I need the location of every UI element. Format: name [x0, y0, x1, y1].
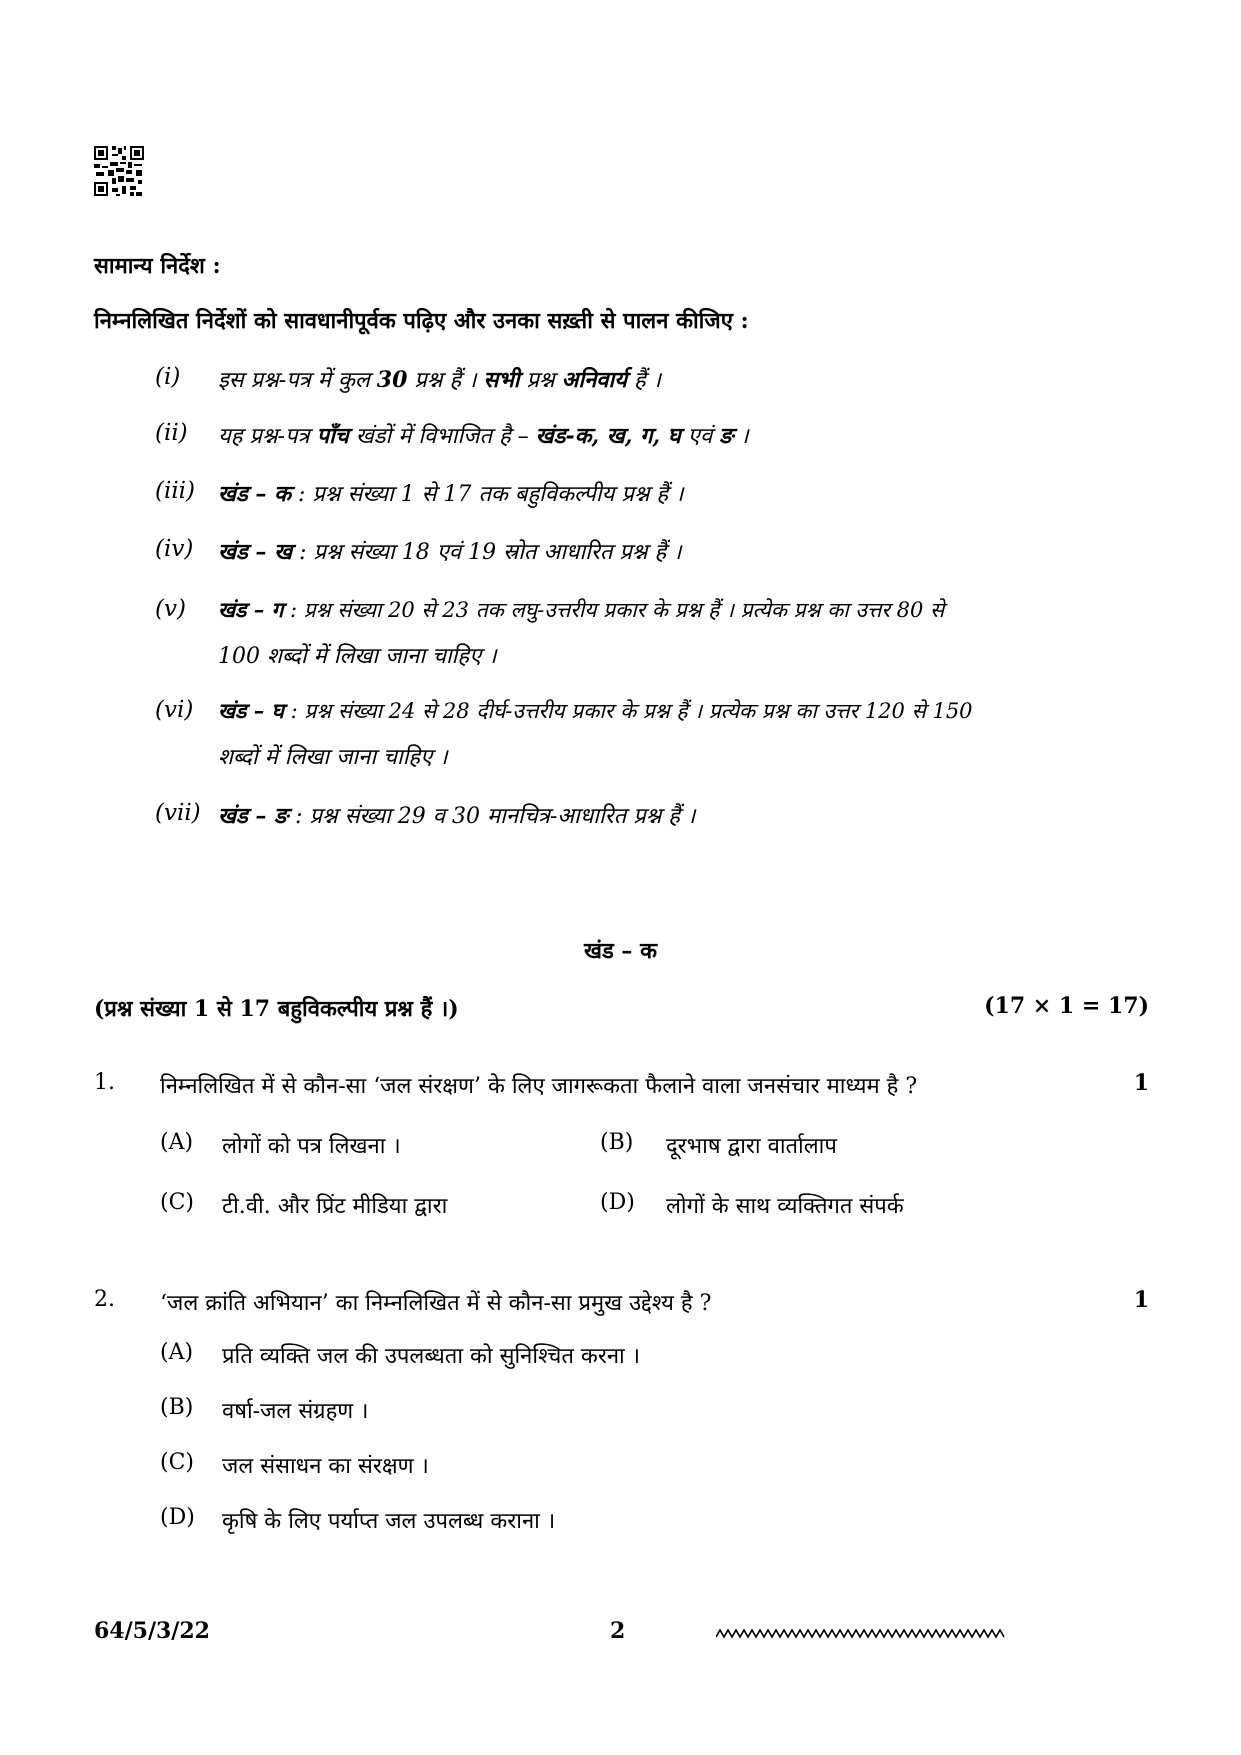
option-text: जल संसाधन का संरक्षण । [222, 1454, 429, 1479]
instruction-number: (ii) [155, 420, 188, 446]
section-note: (प्रश्न संख्या 1 से 17 बहुविकल्पीय प्रश्न हैं ।) [94, 996, 459, 1022]
instruction-number: (iv) [155, 536, 194, 562]
instruction-text: इस प्रश्न-पत्र में कुल 30 प्रश्न हैं । सभी प्रश्न अनिवार्य हैं । [218, 367, 661, 393]
question-text: निम्नलिखित में से कौन-सा ‘जल संरक्षण’ के लिए जागरूकता फैलाने वाला जनसंचार माध्यम है ? [160, 1074, 918, 1099]
question-mark: 1 [1133, 1287, 1149, 1313]
option-text: वर्षा-जल संग्रहण । [222, 1399, 369, 1424]
wavy-line-icon [716, 1626, 1008, 1640]
option-text: लोगों को पत्र लिखना । [222, 1134, 401, 1159]
section-title: खंड – क [584, 938, 657, 964]
instructions-intro: निम्नलिखित निर्देशों को सावधानीपूर्वक पढ़िए और उनका सख़्ती से पालन कीजिए : [94, 308, 749, 334]
instruction-text-continued: 100 शब्दों में लिखा जाना चाहिए । [218, 644, 497, 669]
instruction-number: (v) [155, 596, 186, 622]
instruction-text: खंड – ख : प्रश्न संख्या 18 एवं 19 स्रोत आधारित प्रश्न हैं । [218, 539, 682, 565]
instruction-text: यह प्रश्न-पत्र पाँच खंडों में विभाजित है – खंड-क, ख, ग, घ एवं ङ । [218, 423, 749, 449]
instruction-text: खंड – घ : प्रश्न संख्या 24 से 28 दीर्घ-उत्तरीय प्रकार के प्रश्न हैं । प्रत्येक प्रश्न का उत्तर 120 से 150 [218, 698, 973, 723]
instruction-text-continued: शब्दों में लिखा जाना चाहिए । [218, 745, 448, 770]
instruction-number: (i) [155, 364, 181, 390]
instruction-text: खंड – क : प्रश्न संख्या 1 से 17 तक बहुविकल्पीय प्रश्न हैं । [218, 481, 684, 507]
option-label: (C) [160, 1450, 194, 1475]
option-label: (C) [160, 1190, 194, 1215]
section-marks: (17 × 1 = 17) [984, 993, 1149, 1019]
option-label: (D) [160, 1505, 195, 1530]
question-number: 1. [94, 1070, 115, 1095]
instructions-title: सामान्य निर्देश : [94, 253, 221, 279]
instruction-number: (vii) [155, 800, 201, 826]
question-text: ‘जल क्रांति अभियान’ का निम्नलिखित में से कौन-सा प्रमुख उद्देश्य है ? [160, 1291, 712, 1316]
option-text: लोगों के साथ व्यक्तिगत संपर्क [666, 1194, 904, 1219]
question-number: 2. [94, 1287, 115, 1312]
option-label: (A) [160, 1130, 194, 1155]
page-number: 2 [610, 1618, 626, 1644]
instruction-number: (iii) [155, 478, 196, 504]
option-label: (B) [600, 1130, 634, 1155]
option-text: दूरभाष द्वारा वार्तालाप [666, 1134, 837, 1159]
instruction-text: खंड – ग : प्रश्न संख्या 20 से 23 तक लघु-उत्तरीय प्रकार के प्रश्न हैं । प्रत्येक प्रश्न का उत्तर 80 से [218, 597, 945, 622]
qr-code-icon [94, 146, 144, 196]
instruction-text: खंड – ङ : प्रश्न संख्या 29 व 30 मानचित्र-आधारित प्रश्न हैं । [218, 803, 696, 829]
option-label: (D) [600, 1190, 635, 1215]
instruction-number: (vi) [155, 697, 194, 723]
option-label: (A) [160, 1340, 194, 1365]
paper-code: 64/5/3/22 [94, 1618, 210, 1644]
option-label: (B) [160, 1395, 194, 1420]
question-mark: 1 [1133, 1070, 1149, 1096]
option-text: प्रति व्यक्ति जल की उपलब्धता को सुनिश्चित करना । [222, 1344, 641, 1369]
option-text: टी.वी. और प्रिंट मीडिया द्वारा [222, 1194, 448, 1219]
option-text: कृषि के लिए पर्याप्त जल उपलब्ध कराना । [222, 1509, 556, 1534]
